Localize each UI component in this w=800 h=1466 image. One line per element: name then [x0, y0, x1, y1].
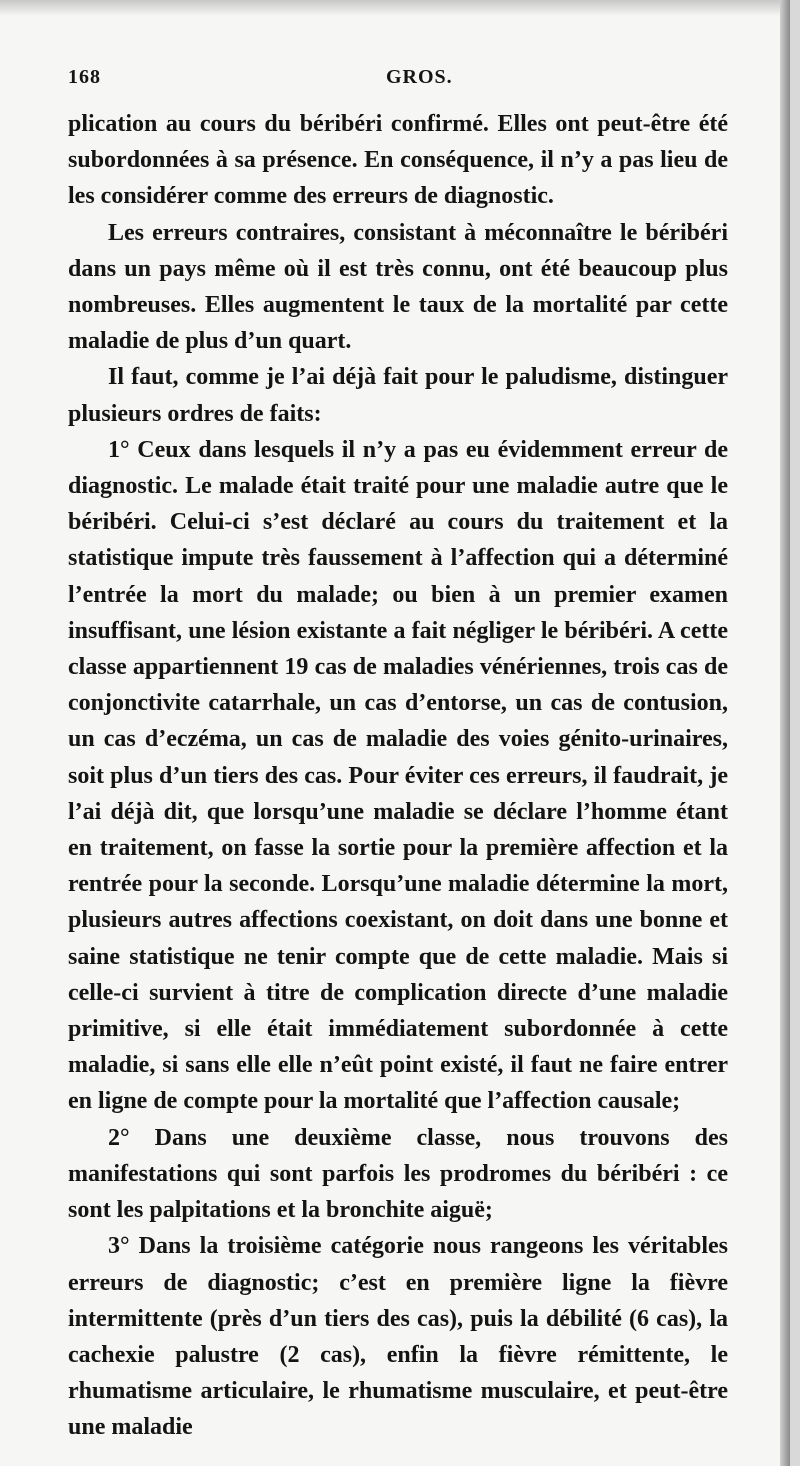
- paragraph-erreurs-contraires: Les erreurs contraires, consistant à méconnaître le béribéri dans un pays même où il est très connu, ont été beaucoup plus nombreuses. Elles augmentent le taux de la mortalité par cette maladie de plus d’un quart.: [68, 219, 728, 355]
- paragraph-item-1: 1° Ceux dans lesquels il n’y a pas eu évidemment erreur de diagnostic. Le malade était traité pour une maladie autre que le béribéri. Celui-ci s’est déclaré au cours du traitement et la statistique impute très faussement à l’affection qui a déterminé l’entrée la mort du malade; ou bien à un premier examen insuffisant, une lésion existante a fait négliger le béribéri. A cette classe appartiennent 19 cas de maladies vénériennes, trois cas de conjonctivite catarrhale, un cas d’entorse, un cas de contusion, un cas d’eczéma, un cas de maladie des voies génito-urinaires, soit plus d’un tiers des cas. Pour éviter ces erreurs, il faudrait, je l’ai déjà dit, que lorsqu’une maladie se déclare l’homme étant en traitement, on fasse la sortie pour la première affection et la rentrée pour la seconde. Lorsqu’une maladie détermine la mort, plusieurs autres affections coexistant, on doit dans une bonne et saine statistique ne tenir compte que de cette maladie. Mais si celle-ci survient à titre de complication directe d’une maladie primitive, si elle était immédiatement subordonnée à cette maladie, si sans elle elle n’eût point existé, il faut ne faire entrer en ligne de compte pour la mortalité que l’affection causale;: [68, 436, 728, 1115]
- body-text: [68, 106, 728, 1446]
- running-head: [68, 0, 728, 106]
- paragraph-item-3: 3° Dans la troisième catégorie nous rangeons les véritables erreurs de diagnostic; c’est en première ligne la fièvre intermittente (près d’un tiers des cas), puis la débilité (6 cas), la cachexie palustre (2 cas), enfin la fièvre rémittente, le rhumatisme articulaire, le rhumatisme musculaire, et peut-être une maladie: [68, 1233, 728, 1441]
- running-title: GROS.: [386, 66, 453, 88]
- page-number: 168: [68, 66, 101, 88]
- paragraph-item-2: 2° Dans une deuxième classe, nous trouvons des manifestations qui sont parfois les prodromes du béribéri : ce sont les palpitations et la bronchite aiguë;: [68, 1124, 728, 1224]
- paragraph-continuation: plication au cours du béribéri confirmé. Elles ont peut-être été subordonnées à sa présence. En conséquence, il n’y a pas lieu de les considérer comme des erreurs de diagnostic.: [68, 111, 728, 210]
- page-binding-edge: [780, 0, 790, 1466]
- paragraph-ordres-de-faits: Il faut, comme je l’ai déjà fait pour le paludisme, distinguer plusieurs ordres de faits:: [68, 364, 728, 427]
